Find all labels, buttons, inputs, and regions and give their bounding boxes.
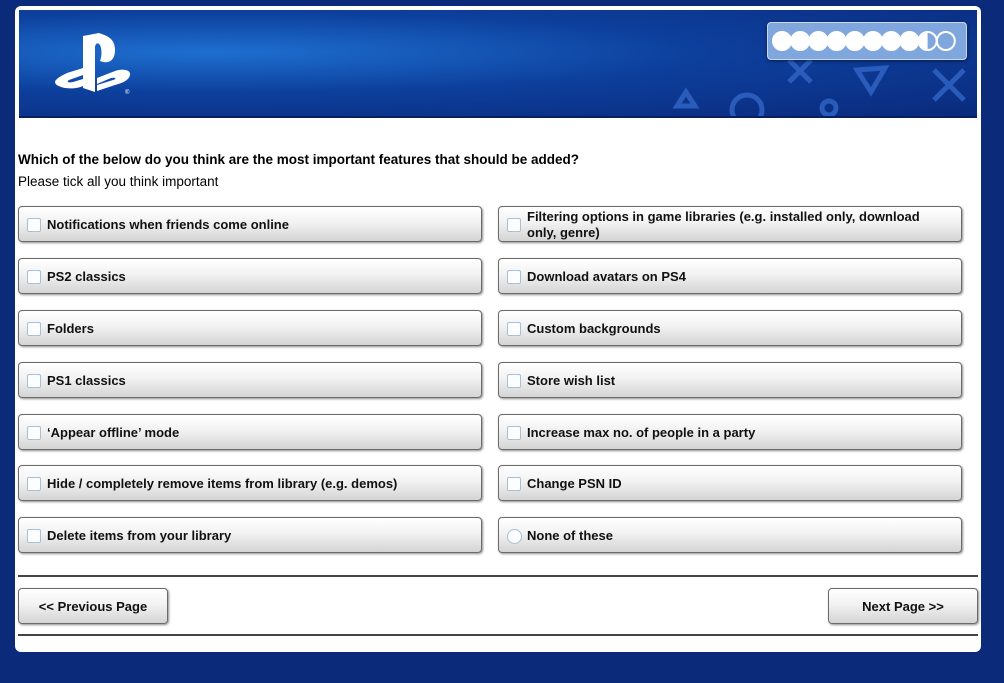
option-notifications-friends-online[interactable] xyxy=(18,206,482,242)
option-label: ‘Appear offline’ mode xyxy=(47,425,180,440)
progress-dot xyxy=(900,32,918,50)
option-custom-backgrounds[interactable] xyxy=(498,310,962,346)
option-store-wish-list[interactable] xyxy=(498,362,962,398)
progress-dot xyxy=(828,32,846,50)
option-folders[interactable] xyxy=(18,310,482,346)
option-label: Notifications when friends come online xyxy=(47,217,289,232)
playstation-logo xyxy=(53,32,133,96)
progress-dot xyxy=(882,32,900,50)
option-label: Folders xyxy=(47,321,94,336)
checkbox[interactable] xyxy=(27,374,41,388)
checkbox[interactable] xyxy=(507,322,521,336)
checkbox[interactable] xyxy=(507,374,521,388)
checkbox[interactable] xyxy=(27,529,41,543)
option-increase-party-size[interactable] xyxy=(498,414,962,450)
option-label: Change PSN ID xyxy=(527,476,622,491)
progress-dot xyxy=(846,32,864,50)
header-banner xyxy=(19,10,977,118)
question-instruction: Please tick all you think important xyxy=(18,174,219,189)
progress-indicator xyxy=(767,22,967,60)
option-label: Download avatars on PS4 xyxy=(527,269,686,284)
checkbox[interactable] xyxy=(27,270,41,284)
radio-button[interactable] xyxy=(507,529,522,544)
question-title: Which of the below do you think are the most important features that should be added? xyxy=(18,152,580,167)
progress-dot xyxy=(809,32,827,50)
next-page-button[interactable]: Next Page >> xyxy=(828,588,978,624)
option-ps2-classics[interactable] xyxy=(18,258,482,294)
option-ps1-classics[interactable] xyxy=(18,362,482,398)
progress-dot xyxy=(919,32,937,50)
checkbox[interactable] xyxy=(507,218,521,232)
progress-dot xyxy=(791,32,809,50)
survey-panel xyxy=(15,6,981,652)
option-appear-offline[interactable] xyxy=(18,414,482,450)
checkbox[interactable] xyxy=(507,270,521,284)
option-label: Custom backgrounds xyxy=(527,321,661,336)
option-filtering-game-libraries[interactable] xyxy=(498,206,962,242)
divider-bottom xyxy=(18,634,978,636)
option-label: Hide / completely remove items from library (e.g. demos) xyxy=(47,476,398,491)
svg-text:®: ® xyxy=(125,90,130,96)
checkbox[interactable] xyxy=(507,477,521,491)
checkbox[interactable] xyxy=(27,426,41,440)
progress-dot xyxy=(773,32,791,50)
option-label: PS1 classics xyxy=(47,373,126,388)
checkbox[interactable] xyxy=(27,477,41,491)
option-change-psn-id[interactable] xyxy=(498,465,962,501)
progress-dot xyxy=(864,32,882,50)
option-label: Increase max no. of people in a party xyxy=(527,425,756,440)
option-hide-remove-items[interactable] xyxy=(18,465,482,501)
option-none-of-these[interactable] xyxy=(498,517,962,553)
checkbox[interactable] xyxy=(27,218,41,232)
checkbox[interactable] xyxy=(507,426,521,440)
option-label: Delete items from your library xyxy=(47,528,232,543)
option-label: Store wish list xyxy=(527,373,616,388)
progress-dot xyxy=(937,32,955,50)
option-label: None of these xyxy=(527,528,613,543)
option-label: Filtering options in game libraries (e.g. installed only, download only, genre) xyxy=(527,209,920,240)
checkbox[interactable] xyxy=(27,322,41,336)
previous-page-button[interactable]: << Previous Page xyxy=(18,588,168,624)
option-delete-items[interactable] xyxy=(18,517,482,553)
option-download-avatars-ps4[interactable] xyxy=(498,258,962,294)
option-label: PS2 classics xyxy=(47,269,126,284)
divider-top xyxy=(18,575,978,577)
